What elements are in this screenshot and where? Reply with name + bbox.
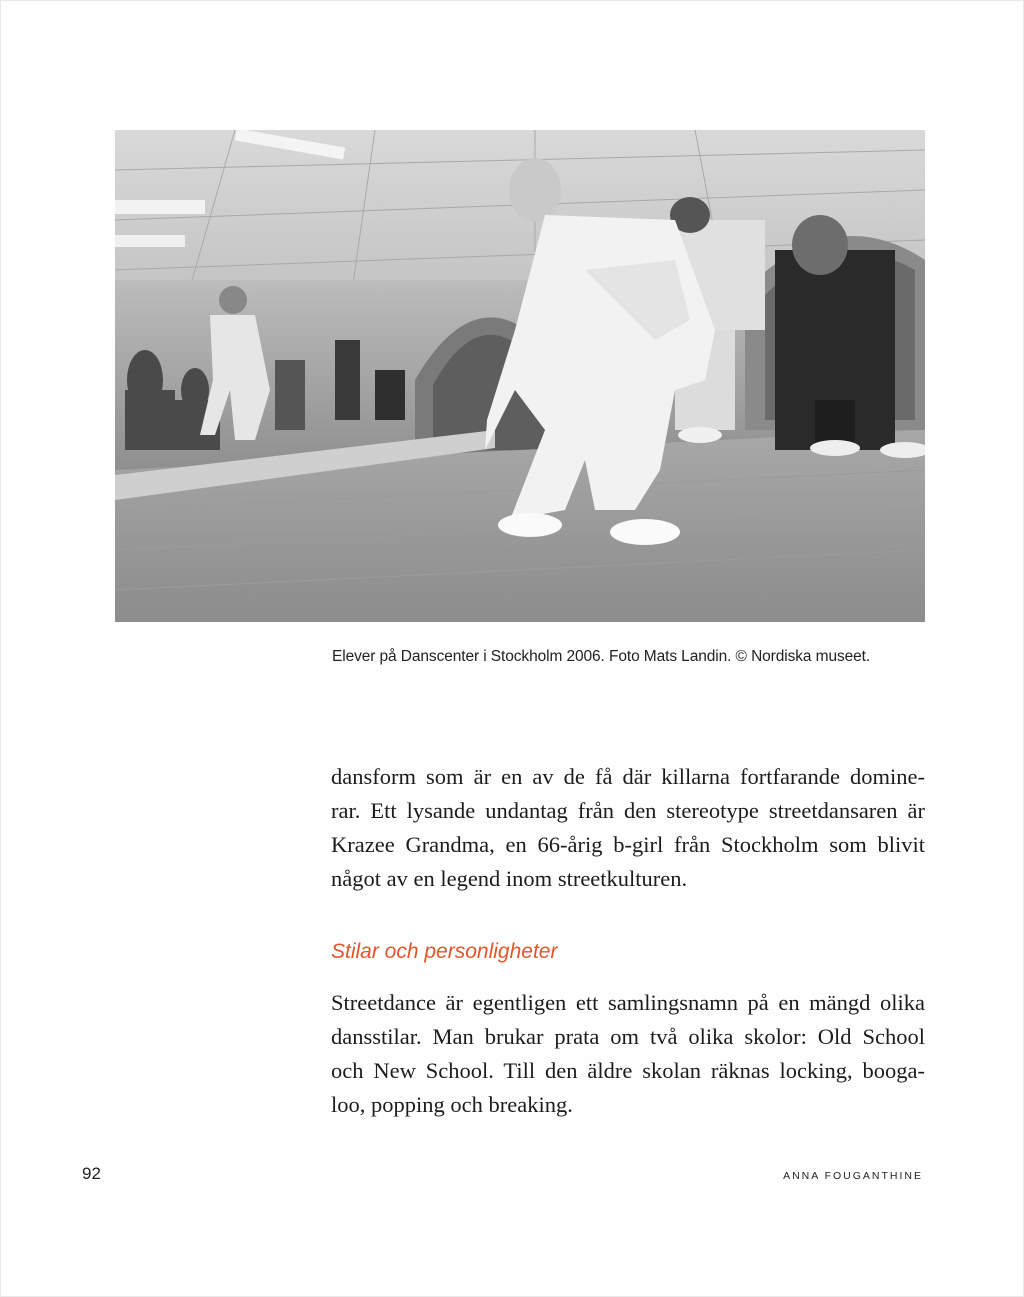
paragraph-line: dansstilar. Man brukar prata om två olika skolor: Old School <box>331 1024 925 1049</box>
paragraph-line: loo, popping och breaking. <box>331 1092 573 1117</box>
paragraph-styles <box>331 986 925 1122</box>
page-number: 92 <box>82 1164 101 1183</box>
dance-studio-photo <box>115 130 925 622</box>
paragraph-line: Krazee Grandma, en 66-årig b-girl från Stockholm som blivit <box>331 832 925 857</box>
paragraph-line: Streetdance är egentligen ett samlingsnamn på en mängd olika <box>331 990 925 1015</box>
paragraph-line: något av en legend inom streetkulturen. <box>331 866 688 891</box>
paragraph-intro <box>331 760 925 896</box>
section-heading: Stilar och personligheter <box>331 940 558 963</box>
photo-caption: Elever på Danscenter i Stockholm 2006. Foto Mats Landin. © Nordiska museet. <box>332 648 871 665</box>
paragraph-line: rar. Ett lysande undantag från den stereotype streetdansaren är <box>331 798 925 823</box>
running-footer-author: ANNA FOUGANTHINE <box>783 1170 923 1182</box>
paragraph-line: och New School. Till den äldre skolan räknas locking, booga- <box>331 1058 925 1083</box>
paragraph-line: dansform som är en av de få där killarna fortfarande domine- <box>331 764 925 789</box>
